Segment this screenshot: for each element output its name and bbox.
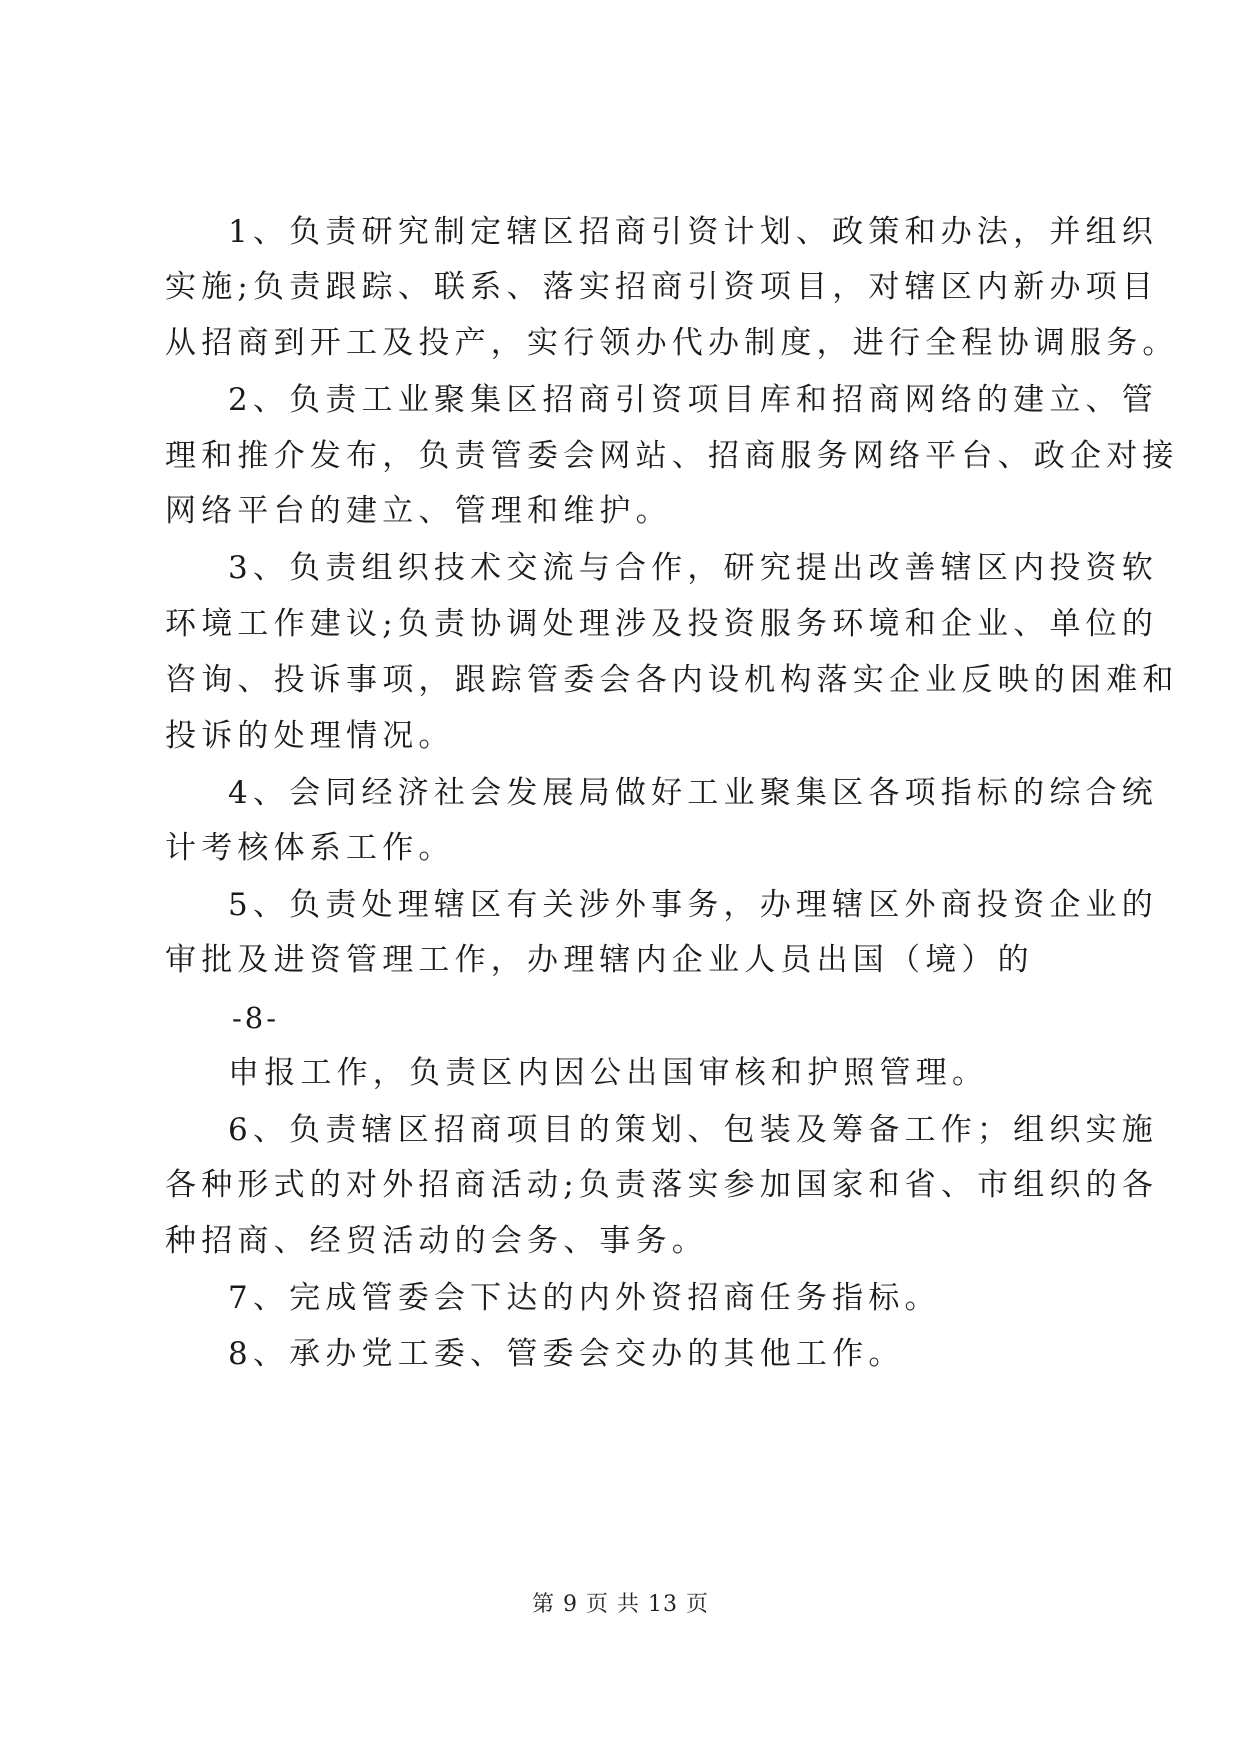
paragraph-1-line-3: 从招商到开工及投产，实行领办代办制度，进行全程协调服务。 xyxy=(165,325,1179,361)
paragraph-2-line-2: 理和推介发布，负责管委会网站、招商服务网络平台、政企对接 xyxy=(165,438,1179,474)
paragraph-8-line-1: 8、承办党工委、管委会交办的其他工作。 xyxy=(228,1336,905,1372)
paragraph-2-line-1: 2、负责工业聚集区招商引资项目库和招商网络的建立、管 xyxy=(228,382,1158,418)
paragraph-3-line-1: 3、负责组织技术交流与合作，研究提出改善辖区内投资软 xyxy=(228,550,1158,586)
paragraph-6-line-3: 种招商、经贸活动的会务、事务。 xyxy=(165,1223,708,1259)
paragraph-3-line-2: 环境工作建议;负责协调处理涉及投资服务环境和企业、单位的 xyxy=(165,606,1159,642)
paragraph-5-line-2: 审批及进资管理工作，办理辖内企业人员出国（境）的 xyxy=(165,942,1034,978)
paragraph-6-line-2: 各种形式的对外招商活动;负责落实参加国家和省、市组织的各 xyxy=(165,1167,1159,1203)
page-footer: 第 9 页 共 13 页 xyxy=(532,1592,709,1617)
paragraph-1-line-1: 1、负责研究制定辖区招商引资计划、政策和办法，并组织 xyxy=(228,214,1158,250)
inline-page-marker: -8- xyxy=(232,1001,280,1035)
paragraph-2-line-3: 网络平台的建立、管理和维护。 xyxy=(165,493,672,529)
paragraph-4-line-2: 计考核体系工作。 xyxy=(165,830,455,866)
paragraph-7-line-1: 7、完成管委会下达的内外资招商任务指标。 xyxy=(228,1280,941,1316)
paragraph-3-line-3: 咨询、投诉事项，跟踪管委会各内设机构落实企业反映的困难和 xyxy=(165,662,1179,698)
paragraph-6-line-1: 6、负责辖区招商项目的策划、包装及筹备工作；组织实施 xyxy=(228,1112,1158,1148)
paragraph-5-line-1: 5、负责处理辖区有关涉外事务，办理辖区外商投资企业的 xyxy=(228,887,1158,923)
paragraph-4-line-1: 4、会同经济社会发展局做好工业聚集区各项指标的综合统 xyxy=(228,775,1158,811)
paragraph-5-line-3: 申报工作，负责区内因公出国审核和护照管理。 xyxy=(228,1055,989,1091)
paragraph-3-line-4: 投诉的处理情况。 xyxy=(165,718,455,754)
paragraph-1-line-2: 实施;负责跟踪、联系、落实招商引资项目，对辖区内新办项目 xyxy=(165,269,1159,305)
